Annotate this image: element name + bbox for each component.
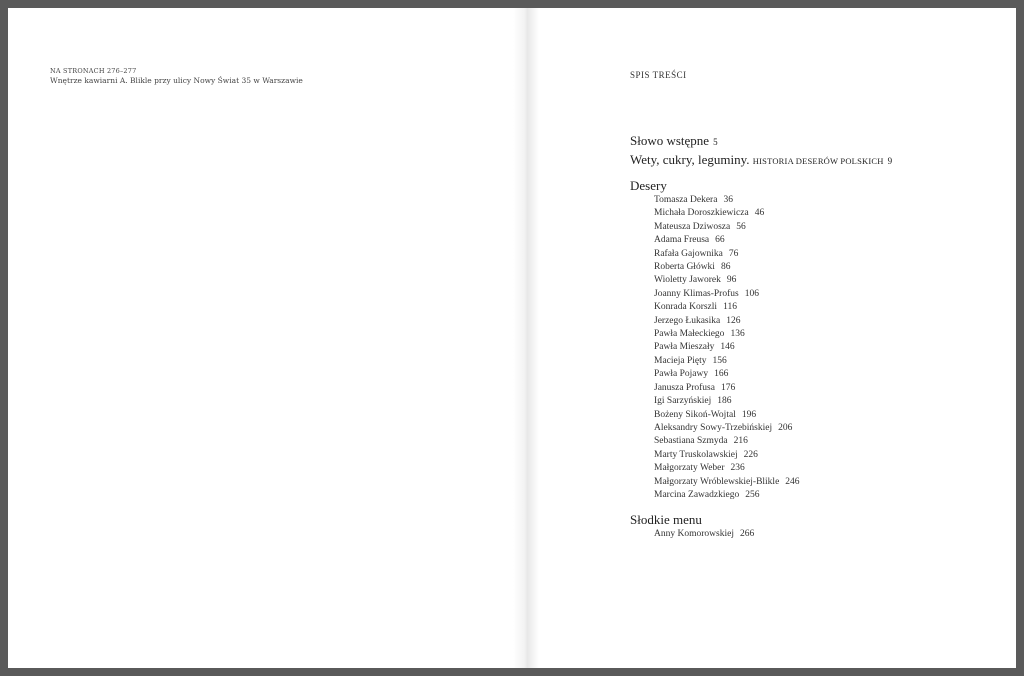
toc-list-item	[654, 301, 892, 314]
toc-entry-history	[630, 151, 892, 170]
toc-item-name: Marcina Zawadzkiego	[654, 489, 740, 500]
toc-item-name: Aleksandry Sowy-Trzebińskiej	[654, 422, 773, 433]
toc-item-name: Tomasza Dekera	[654, 195, 718, 205]
toc-list-item	[654, 368, 892, 381]
toc-item-name: Pawła Mieszały	[654, 342, 715, 353]
toc-item-page: 56	[736, 221, 746, 232]
toc-item-page: 186	[717, 396, 732, 407]
toc-item-page: 156	[712, 355, 727, 366]
toc-list-item	[654, 489, 892, 502]
toc-item-page: 116	[723, 302, 737, 313]
toc-item-page: 176	[720, 382, 736, 393]
toc-item-page: 206	[778, 422, 793, 433]
toc-entry-page: 5	[713, 137, 718, 147]
toc-list-item	[654, 234, 892, 247]
toc-entry-subtitle: HISTORIA DESERÓW POLSKICH	[752, 156, 884, 166]
section-slodkie-heading: Słodkie menu	[630, 512, 702, 528]
toc-list-item	[654, 248, 892, 261]
toc-item-page: 36	[723, 195, 733, 205]
toc-title: SPIS TREŚCI	[630, 70, 687, 80]
toc-entry-label: Wety, cukry, leguminy.	[630, 152, 750, 167]
toc-item-name: Mateusza Dziwosza	[654, 221, 731, 232]
toc-list-item	[654, 528, 892, 541]
toc-list-item	[654, 207, 892, 220]
toc-item-page: 136	[730, 329, 745, 340]
toc-item-page: 86	[720, 262, 731, 273]
toc-item-page: 96	[726, 275, 737, 286]
toc-item-page: 236	[730, 463, 745, 474]
toc-list-item	[654, 435, 892, 448]
book-spread	[8, 8, 1016, 668]
toc-list-item	[654, 261, 892, 274]
toc-list-item	[654, 409, 892, 422]
toc-item-name: Bożeny Sikoń-Wojtal	[654, 409, 736, 420]
toc-item-name: Janusza Profusa	[654, 382, 715, 393]
toc-item-name: Pawła Pojawy	[654, 369, 709, 380]
toc-list-item	[654, 462, 892, 475]
toc-item-page: 66	[715, 235, 725, 246]
toc-item-name: Pawła Małeckiego	[654, 329, 725, 340]
toc-list-item	[654, 315, 892, 328]
toc-item-page: 146	[720, 342, 735, 353]
toc-list-item	[654, 476, 892, 489]
toc-entry-label: Słowo wstępne	[630, 133, 710, 148]
toc-item-page: 196	[741, 409, 757, 420]
toc-item-name: Rafała Gajownika	[654, 248, 723, 259]
toc-list-item	[654, 355, 892, 368]
toc-list-item	[654, 422, 892, 435]
toc-item-name: Sebastiana Szmyda	[654, 436, 728, 447]
toc-item-page: 166	[714, 369, 729, 380]
toc-item-name: Marty Truskolawskiej	[654, 449, 738, 460]
toc-item-name: Igi Sarzyńskiej	[654, 396, 712, 407]
toc-item-name: Macieja Pięty	[654, 355, 707, 366]
toc-item-name: Joanny Klimas-Profus	[654, 288, 739, 299]
left-page	[8, 8, 520, 668]
toc-item-page: 216	[733, 436, 748, 447]
toc-item-name: Małgorzaty Weber	[654, 463, 725, 474]
toc-item-name: Anny Komorowskiej	[654, 529, 734, 540]
toc-item-name: Małgorzaty Wróblewskiej-Blikle	[654, 476, 780, 487]
toc-item-page: 266	[739, 529, 755, 540]
toc-item-name: Jerzego Łukasika	[654, 315, 721, 326]
toc-list-item	[654, 274, 892, 287]
photo-caption	[50, 67, 303, 86]
toc-entry-page: 9	[887, 156, 893, 166]
toc-list-item	[654, 382, 892, 395]
toc-item-page: 126	[726, 315, 741, 326]
toc-item-page: 226	[743, 449, 758, 460]
toc-item-page: 76	[728, 248, 739, 259]
toc-entry-intro	[630, 132, 892, 151]
toc-item-page: 106	[744, 288, 759, 299]
toc-list-item	[654, 395, 892, 408]
toc-list-item	[654, 328, 892, 341]
desery-list	[630, 194, 892, 502]
toc-item-page: 46	[754, 208, 765, 219]
slodkie-list	[630, 528, 892, 541]
toc-list-item	[654, 288, 892, 301]
toc-item-name: Roberta Główki	[654, 262, 715, 273]
toc-item-name: Konrada Korszli	[654, 302, 718, 313]
table-of-contents	[630, 132, 892, 542]
toc-list-item	[654, 449, 892, 462]
toc-item-name: Wioletty Jaworek	[654, 275, 721, 286]
toc-item-page: 246	[785, 476, 800, 487]
caption-head: NA STRONACH 276–277	[50, 67, 137, 75]
toc-list-item	[654, 221, 892, 234]
caption-text: Wnętrze kawiarni A. Blikle przy ulicy Nowy Świat 35 w Warszawie	[50, 76, 303, 85]
right-page	[520, 8, 1016, 668]
toc-item-name: Adama Freusa	[654, 235, 710, 246]
toc-item-page: 256	[745, 489, 760, 500]
section-desery-heading: Desery	[630, 178, 667, 193]
toc-list-item	[654, 194, 892, 207]
toc-list-item	[654, 341, 892, 354]
toc-item-name: Michała Doroszkiewicza	[654, 208, 749, 219]
